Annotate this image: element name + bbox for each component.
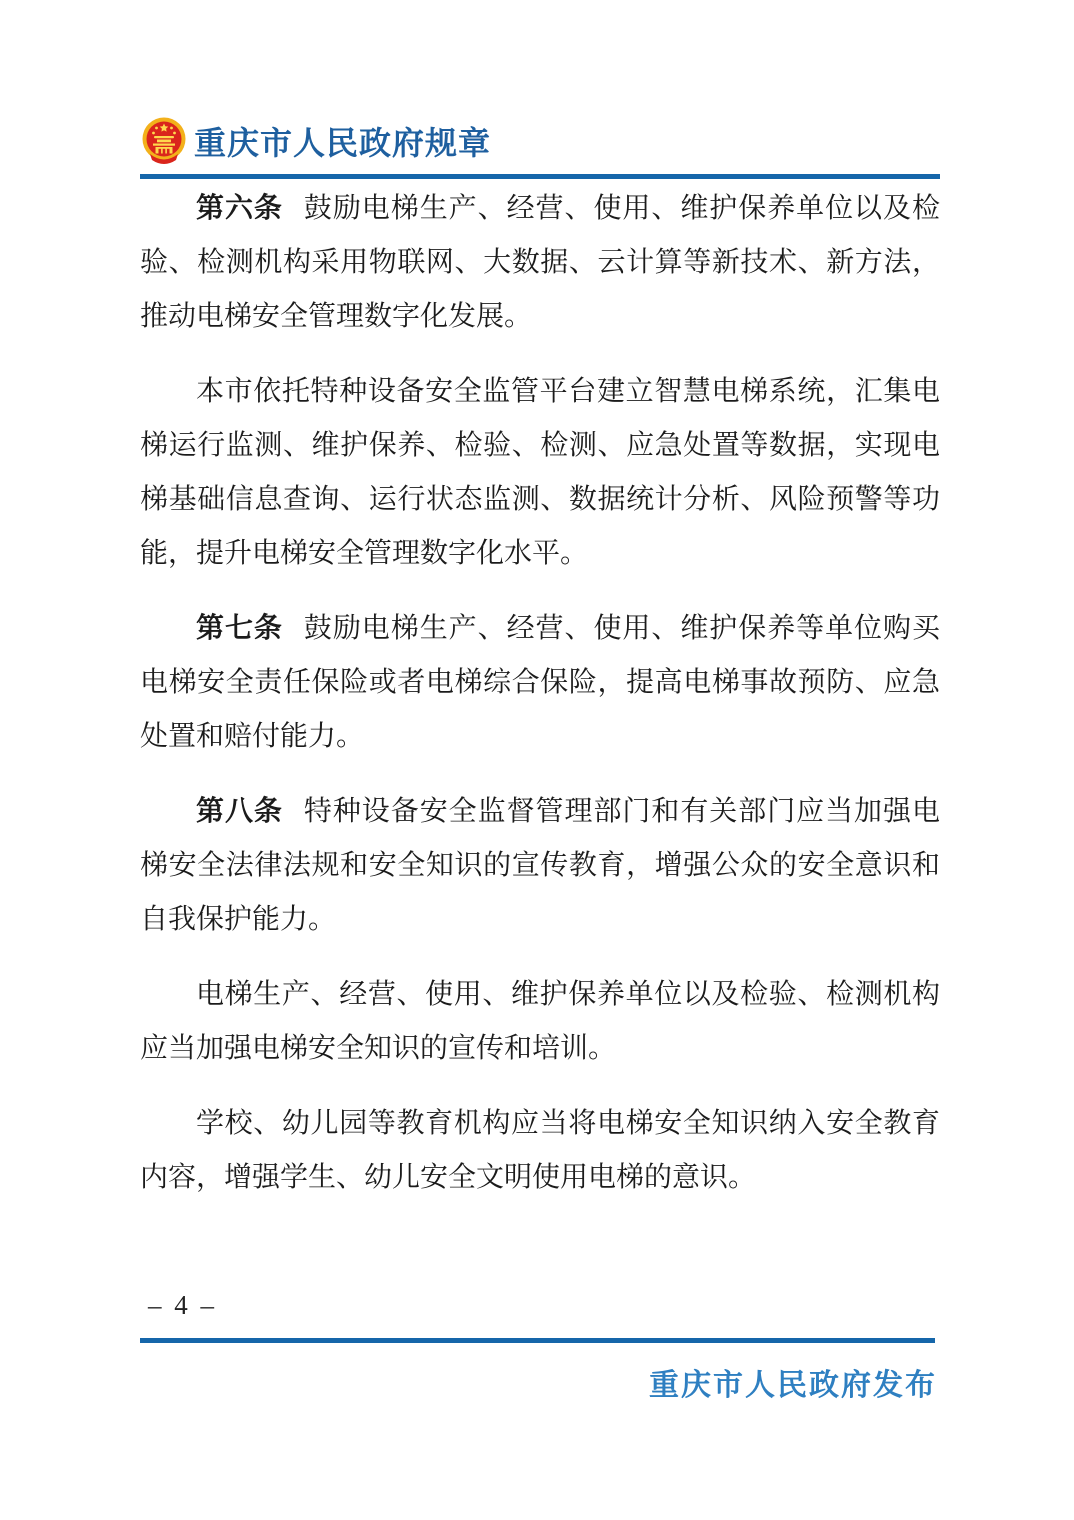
- header-title: 重庆市人民政府规章: [194, 125, 492, 161]
- paragraph-text: 本市依托特种设备安全监管平台建立智慧电梯系统，汇集电梯运行监测、维护保养、检验、检测、应急处置等数据，实现电梯基础信息查询、运行状态监测、数据统计分析、风险预警等功能，提升电梯安全管理数字化水平。: [140, 376, 940, 569]
- document-header: [142, 117, 940, 165]
- footer-divider: [140, 1338, 935, 1343]
- paragraph-text: 特种设备安全监督管理部门和有关部门应当加强电梯安全法律法规和安全知识的宣传教育，增强公众的安全意识和自我保护能力。: [140, 796, 940, 935]
- article-number: 第八条: [196, 795, 283, 826]
- paragraph: [140, 364, 940, 581]
- paragraph: [140, 1096, 940, 1205]
- paragraph-text: 学校、幼儿园等教育机构应当将电梯安全知识纳入安全教育内容，增强学生、幼儿安全文明使用电梯的意识。: [140, 1108, 940, 1193]
- paragraph-text: 电梯生产、经营、使用、维护保养单位以及检验、检测机构应当加强电梯安全知识的宣传和培训。: [140, 979, 940, 1064]
- paragraph-article-7: [140, 601, 940, 764]
- paragraph-text: 鼓励电梯生产、经营、使用、维护保养等单位购买电梯安全责任保险或者电梯综合保险，提高电梯事故预防、应急处置和赔付能力。: [140, 613, 940, 752]
- paragraph-article-6: [140, 181, 940, 344]
- paragraph: [140, 967, 940, 1076]
- article-number: 第七条: [196, 612, 283, 643]
- page-number: – 4 –: [148, 1290, 217, 1320]
- paragraph-article-8: [140, 784, 940, 947]
- document-body: [140, 181, 940, 1225]
- publisher-label: 重庆市人民政府发布: [649, 1369, 937, 1402]
- paragraph-text: 鼓励电梯生产、经营、使用、维护保养单位以及检验、检测机构采用物联网、大数据、云计算等新技术、新方法，推动电梯安全管理数字化发展。: [140, 193, 940, 332]
- article-number: 第六条: [196, 192, 283, 223]
- header-divider: [140, 174, 940, 179]
- national-emblem-icon: [142, 117, 186, 165]
